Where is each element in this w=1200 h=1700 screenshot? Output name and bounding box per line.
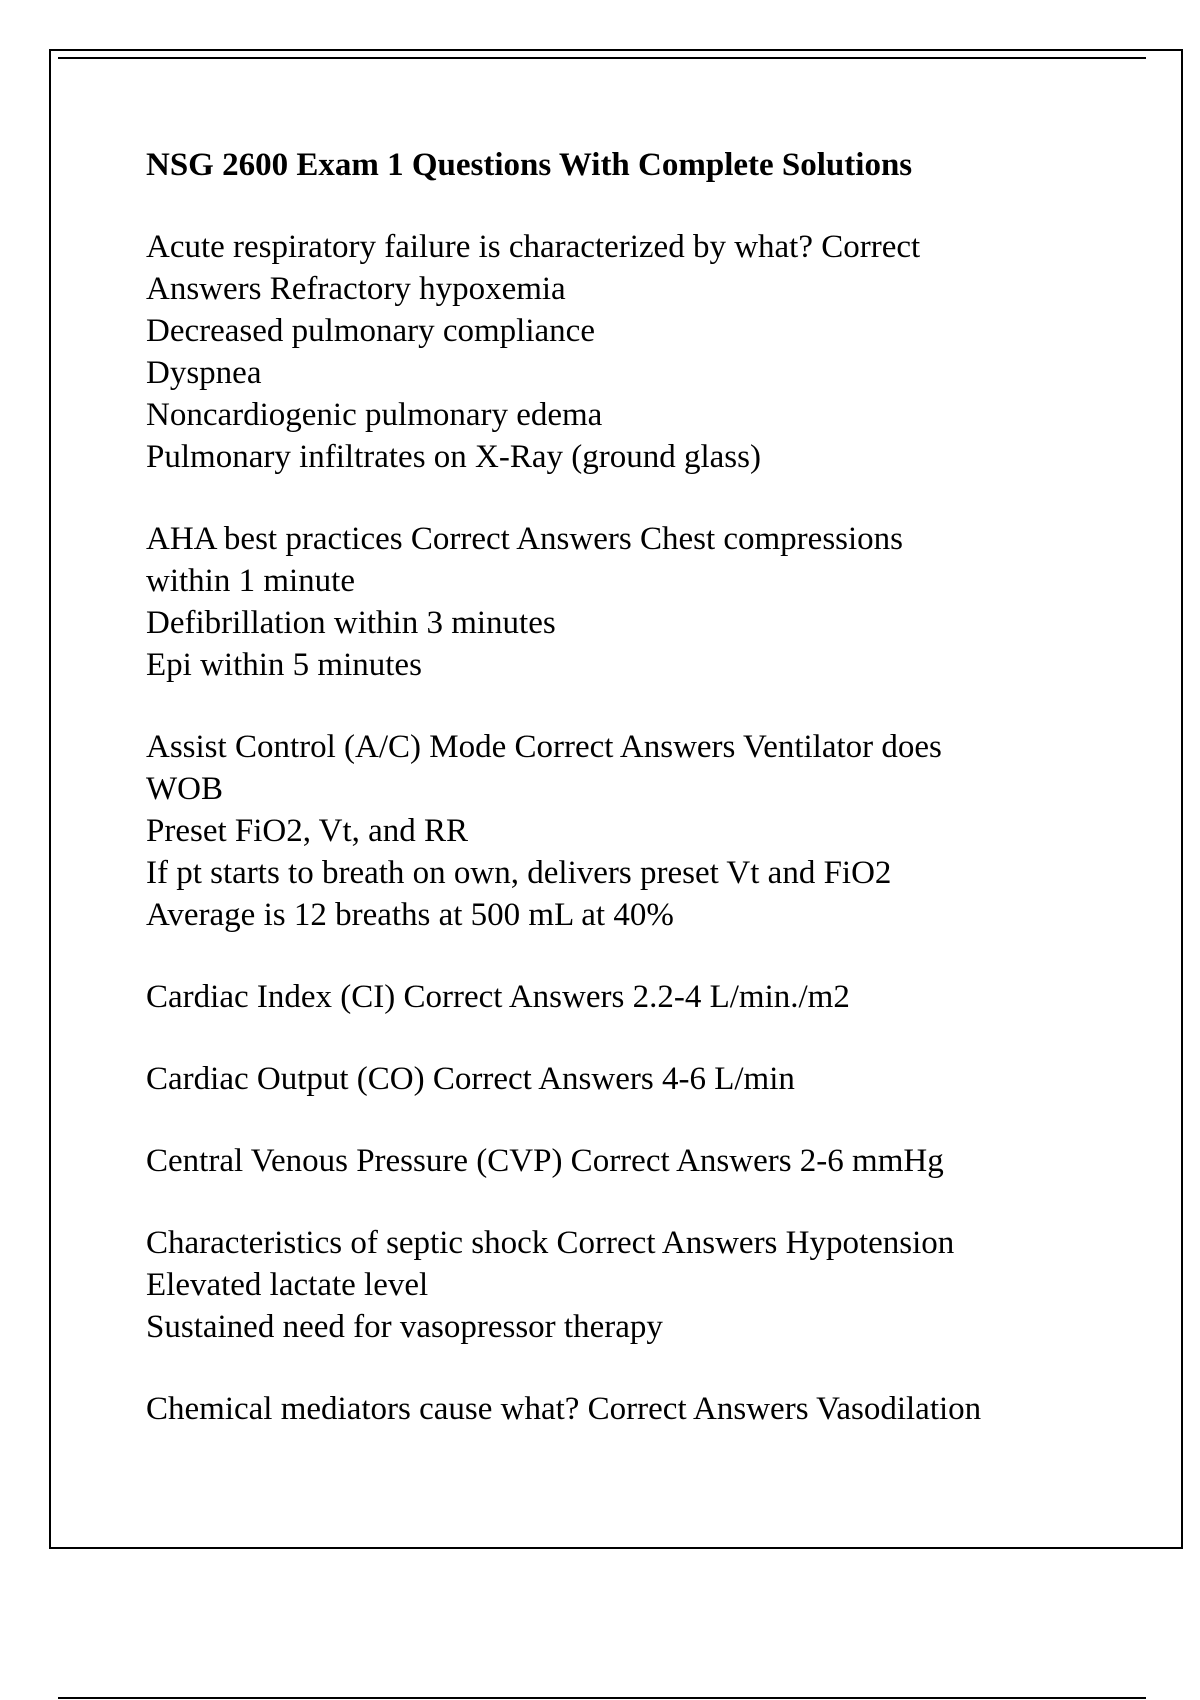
qa-entry: [146, 1388, 1146, 1430]
document-title: NSG 2600 Exam 1 Questions With Complete Solutions: [146, 147, 913, 183]
qa-entry: [146, 726, 1146, 936]
bottom-rule: [58, 1697, 1146, 1699]
qa-line: Assist Control (A/C) Mode Correct Answers Ventilator does: [146, 729, 942, 765]
qa-line: Noncardiogenic pulmonary edema: [146, 397, 603, 433]
document-body: [146, 144, 1146, 1470]
qa-line: Defibrillation within 3 minutes: [146, 605, 556, 641]
qa-line: Dyspnea: [146, 355, 262, 391]
qa-entry: [146, 1058, 1146, 1100]
top-rule: [58, 57, 1146, 59]
qa-line: Pulmonary infiltrates on X-Ray (ground glass): [146, 439, 761, 475]
qa-line: Chemical mediators cause what? Correct Answers Vasodilation: [146, 1391, 982, 1427]
qa-entry: [146, 518, 1146, 686]
qa-entry: [146, 1140, 1146, 1182]
qa-line: AHA best practices Correct Answers Chest compressions: [146, 521, 904, 557]
qa-line: Decreased pulmonary compliance: [146, 313, 595, 349]
qa-line: within 1 minute: [146, 563, 355, 599]
qa-line: Sustained need for vasopressor therapy: [146, 1309, 663, 1345]
qa-line: Answers Refractory hypoxemia: [146, 271, 566, 307]
qa-line: Average is 12 breaths at 500 mL at 40%: [146, 897, 674, 933]
qa-line: Central Venous Pressure (CVP) Correct Answers 2-6 mmHg: [146, 1143, 944, 1179]
qa-entry: [146, 976, 1146, 1018]
qa-line: WOB: [146, 771, 223, 807]
qa-entries: [146, 226, 1146, 1430]
qa-line: Acute respiratory failure is characterized by what? Correct: [146, 229, 921, 265]
qa-line: Characteristics of septic shock Correct Answers Hypotension: [146, 1225, 955, 1261]
qa-line: If pt starts to breath on own, delivers preset Vt and FiO2: [146, 855, 892, 891]
qa-line: Elevated lactate level: [146, 1267, 429, 1303]
qa-line: Cardiac Index (CI) Correct Answers 2.2-4 L/min./m2: [146, 979, 850, 1015]
qa-entry: [146, 1222, 1146, 1348]
qa-entry: [146, 226, 1146, 478]
qa-line: Cardiac Output (CO) Correct Answers 4-6 L/min: [146, 1061, 795, 1097]
qa-line: Preset FiO2, Vt, and RR: [146, 813, 469, 849]
qa-line: Epi within 5 minutes: [146, 647, 422, 683]
